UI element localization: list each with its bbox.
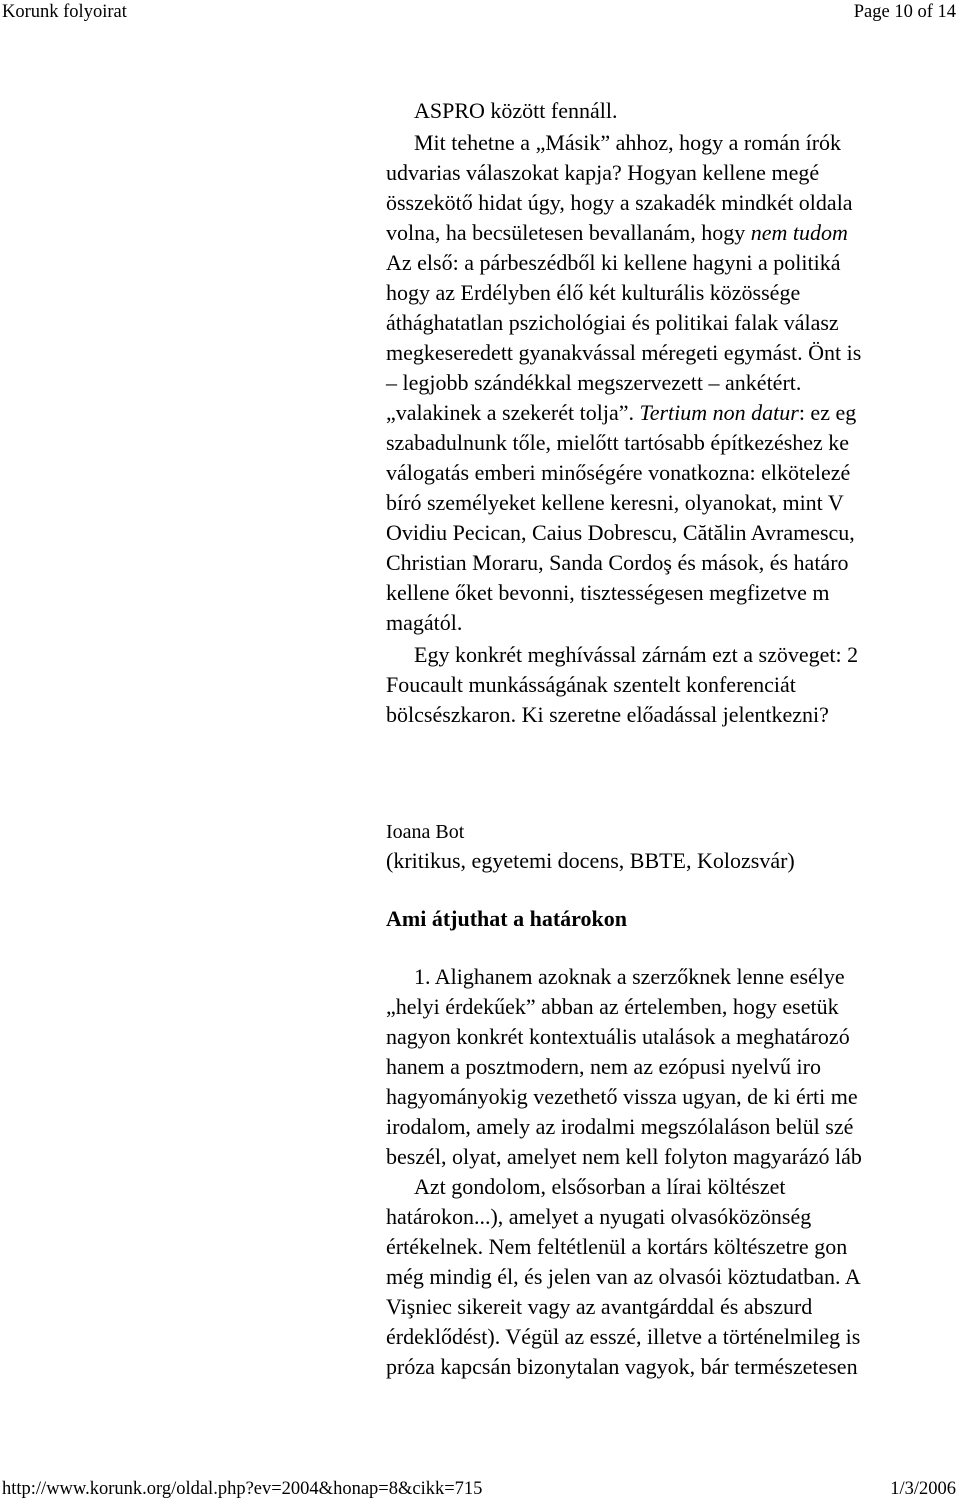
text-line: Egy konkrét meghívással zárnám ezt a szöveget: 2 [414,642,859,667]
header-page-number: Page 10 of 14 [853,2,956,22]
text-line: még mindig él, és jelen van az olvasói köztudatban. A [386,1264,861,1289]
text-line: – legjobb szándékkal megszervezett – ankétért. [386,370,802,395]
text-line: összekötő hidat úgy, hogy a szakadék mindkét oldala [386,190,853,215]
text-line: Azt gondolom, elsősorban a lírai költészet [414,1174,786,1199]
italic-text: Tertium non datur [639,400,799,425]
text-line: udvarias válaszokat kapja? Hogyan kellene megé [386,160,820,185]
text-line [386,220,848,246]
text-line: „helyi érdekűek” abban az értelemben, hogy esetük [386,994,839,1019]
text-line: magától. [386,610,463,635]
text-line: értékelnek. Nem feltétlenül a kortárs költészetre gon [386,1234,848,1259]
text-line: irodalom, amely az irodalmi megszólaláson belül szé [386,1114,854,1139]
text-line: bölcsészkaron. Ki szeretne előadással jelentkezni? [386,702,829,727]
italic-text: nem tudom [750,220,848,245]
text-line: határokon...), amelyet a nyugati olvasóközönség [386,1204,812,1229]
text-segment: „valakinek a szekerét tolja”. [386,400,640,425]
article-title: Ami átjuthat a határokon [386,906,628,931]
author-name: Ioana Bot [386,821,465,843]
text-line: megkeseredett gyanakvással méregeti egymást. Önt is [386,340,862,365]
text-line: érdeklődést). Végül az esszé, illetve a történelmileg is [386,1324,861,1349]
text-line: Az első: a párbeszédből ki kellene hagyni a politiká [386,250,841,275]
text-line [386,400,856,426]
text-segment: : ez eg [798,400,857,425]
header-site-name: Korunk folyoirat [2,2,127,22]
text-line: Vişniec sikereit vagy az avantgárddal és abszurd [386,1294,813,1319]
footer-url: http://www.korunk.org/oldal.php?ev=2004&honap=8&cikk=715 [2,1479,483,1499]
text-line: hogy az Erdélyben élő két kulturális közössége [386,280,801,305]
text-line: bíró személyeket kellene keresni, olyanokat, mint V [386,490,844,515]
text-line: Mit tehetne a „Másik” ahhoz, hogy a román írók [414,130,842,155]
author-role: (kritikus, egyetemi docens, BBTE, Kolozsvár) [386,848,795,873]
text-line: kellene őket bevonni, tisztességesen megfizetve m [386,580,830,605]
text-line: 1. Alighanem azoknak a szerzőknek lenne esélye [414,964,845,989]
text-line: hanem a posztmodern, nem az ezópusi nyelvű iro [386,1054,821,1079]
text-line: ASPRO között fennáll. [414,98,618,123]
text-line: beszél, olyat, amelyet nem kell folyton magyarázó láb [386,1144,862,1169]
text-line: nagyon konkrét kontextuális utalások a meghatározó [386,1024,850,1049]
text-segment: volna, ha becsületesen bevallanám, hogy [386,220,751,245]
text-line: próza kapcsán bizonytalan vagyok, bár természetesen [386,1354,858,1379]
footer-date: 1/3/2006 [890,1479,956,1499]
text-line: Foucault munkásságának szentelt konferenciát [386,672,796,697]
text-line: válogatás emberi minőségére vonatkozna: elkötelezé [386,460,851,485]
text-line: szabadulnunk tőle, mielőtt tartósabb építkezéshez ke [386,430,850,455]
text-line: hagyományokig vezethető vissza ugyan, de ki érti me [386,1084,858,1109]
text-line: Ovidiu Pecican, Caius Dobrescu, Cătălin Avramescu, [386,520,855,545]
text-line: áthághatatlan pszichológiai és politikai falak válasz [386,310,839,335]
text-line: Christian Moraru, Sanda Cordoş és mások, és határo [386,550,849,575]
